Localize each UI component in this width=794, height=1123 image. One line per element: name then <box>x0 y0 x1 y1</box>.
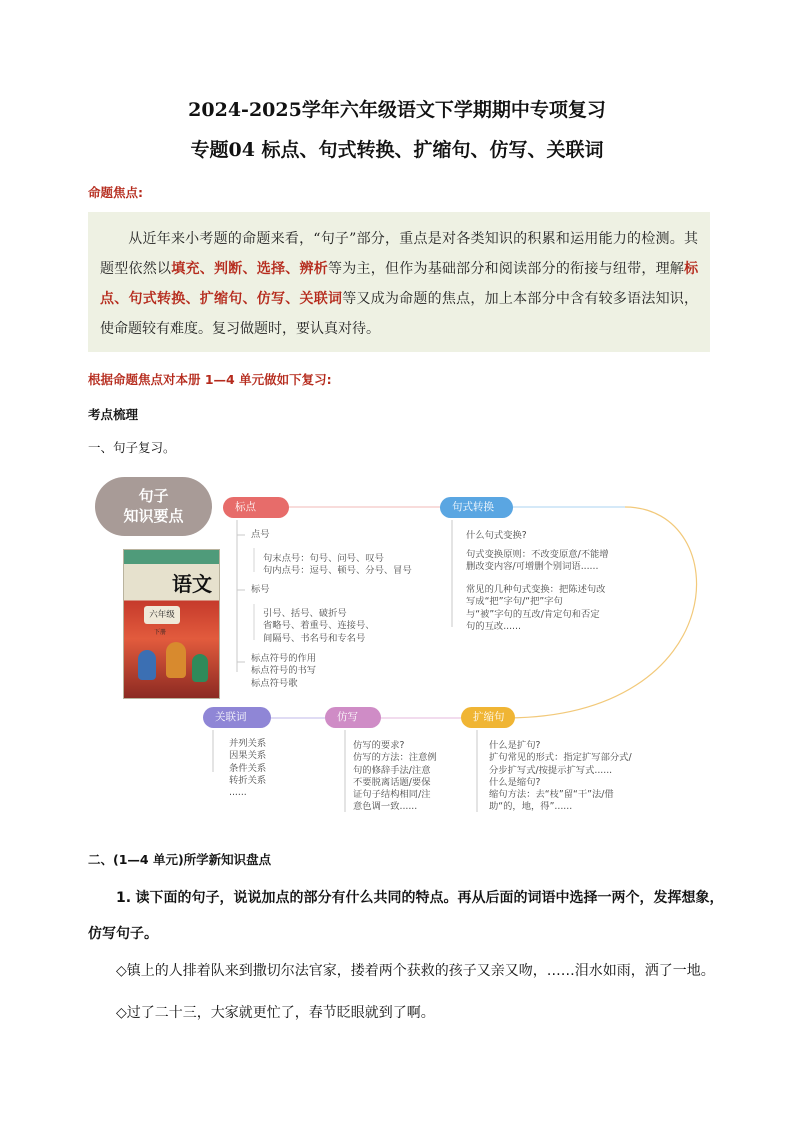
kw-sep: 、 <box>199 261 214 277</box>
biaodian-item-dianhao-detail: 句末点号：句号、问号、叹号 句内点号：逗号、顿号、分号、冒号 <box>263 553 412 577</box>
example-sentence-2 <box>88 995 728 1031</box>
mind-map <box>95 472 715 832</box>
biaodian-item-biaohao: 标号 <box>251 584 270 595</box>
doc-title-line1: 2024-2025学年六年级语文下学期期中专项复习 <box>188 99 606 121</box>
question-number: 1. <box>116 890 132 906</box>
kw-fill: 填充 <box>171 261 200 277</box>
sentence-1: ◇镇上的人排着队来到撒切尔法官家，搂着两个获救的孩子又亲又吻，……泪水如雨，洒了一地。 <box>116 963 715 979</box>
focus-box <box>88 212 710 352</box>
focus-text-2: 等为主，但作为基础部分和阅读部分的衔接与纽带，理解 <box>327 261 685 277</box>
node-fangxie: 仿写 <box>325 707 381 728</box>
focus-text-3: 等又成为命题的焦点，加上本部分中含有较多语法知识，使命题较有难度。复习做题时，要认真对待。 <box>100 291 699 337</box>
kw-punctuation: 标点 <box>100 261 699 307</box>
textbook-cover-image <box>123 549 220 699</box>
cover-child-figure <box>138 650 156 680</box>
biaodian-item-biaohao-detail: 引号、括号、破折号 省略号、着重号、连接号、 间隔号、书名号和专名号 <box>263 608 375 644</box>
focus-label: 命题焦点: <box>88 185 143 200</box>
biaodian-branch <box>237 520 245 672</box>
focus-text-1: 从近年来小考题的命题来看，“句子”部分，重点是对各类知识的积累和运用能力的检测。其题型依然以 <box>100 231 698 277</box>
cover-volume: 下册 <box>154 629 167 636</box>
doc-title-line2: 专题04 标点、句式转换、扩缩句、仿写、关联词 <box>190 139 604 161</box>
cover-top-band <box>124 550 219 564</box>
kw-sep: 、 <box>114 291 129 307</box>
cover-child-figure <box>166 642 186 678</box>
kw-sep: 、 <box>242 291 257 307</box>
center-topic <box>95 477 212 536</box>
center-topic-text: 句子 知识要点 <box>123 487 184 525</box>
kw-sep: 、 <box>185 291 200 307</box>
kw-sep: 、 <box>285 291 300 307</box>
kw-judge: 判断 <box>213 261 243 277</box>
kw-choose: 选择 <box>256 261 286 277</box>
juzhuan-item-types: 常见的几种句式变换：把陈述句改 写成“把”字句/“把”字句 与“被”字句的互改/肯定句和否定 句的互改...... <box>466 584 606 632</box>
node-juzhuan: 句式转换 <box>440 497 513 518</box>
kw-sep: 、 <box>242 261 257 277</box>
section1-heading: 一、句子复习。 <box>88 440 176 455</box>
kw-imitate: 仿写 <box>256 291 286 307</box>
cover-title: 语文 <box>172 572 212 596</box>
kw-sep: 、 <box>285 261 300 277</box>
node-kuosuo: 扩缩句 <box>461 707 515 728</box>
kw-conjunctions: 关联词 <box>299 291 343 307</box>
biaodian-item-usage: 标点符号的作用 标点符号的书写 标点符号歌 <box>251 653 317 689</box>
cover-child-figure <box>192 654 208 682</box>
guanlianci-items: 并列关系 因果关系 条件关系 转折关系 ...... <box>229 738 267 799</box>
question-text: 读下面的句子，说说加点的部分有什么共同的特点。再从后面的词语中选择一两个，发挥想象，仿写句子。 <box>88 890 724 942</box>
juzhuan-item-principle: 句式变换原则：不改变原意/不能增 删改变内容/可增删个别词语...... <box>466 549 609 573</box>
kw-sentence-transform: 句式转换 <box>128 291 186 307</box>
section2-heading: 二、(1—4 单元)所学新知识盘点 <box>88 852 272 867</box>
example-sentence-1 <box>88 953 748 989</box>
kaodian-heading: 考点梳理 <box>88 407 139 422</box>
juzhuan-item-what: 什么句式变换? <box>466 530 527 541</box>
fangxie-items: 仿写的要求? 仿写的方法：注意例 句的修辞手法/注意 不要脱离话题/要保 证句子结构相同/注 意色调一致...... <box>353 740 437 813</box>
kw-distinguish: 辨析 <box>299 261 328 277</box>
review-label: 根据命题焦点对本册 1—4 单元做如下复习: <box>88 372 332 387</box>
question-1 <box>88 880 728 952</box>
node-guanlianci: 关联词 <box>203 707 271 728</box>
cover-grade: 六年级 <box>144 606 180 624</box>
node-biaodian: 标点 <box>223 497 289 518</box>
biaodian-item-dianhao: 点号 <box>251 529 270 540</box>
kw-expand-shrink: 扩缩句 <box>199 291 243 307</box>
sentence-2: ◇过了二十三，大家就更忙了，春节眨眼就到了啊。 <box>116 1005 435 1021</box>
kuosuo-items: 什么是扩句? 扩句常见的形式：指定扩写部分式/ 分步扩写式/按提示扩写式...... 什么是缩句? 缩句方法：去“枝”留“干”法/借 助“的，地，得”...... <box>489 740 632 813</box>
